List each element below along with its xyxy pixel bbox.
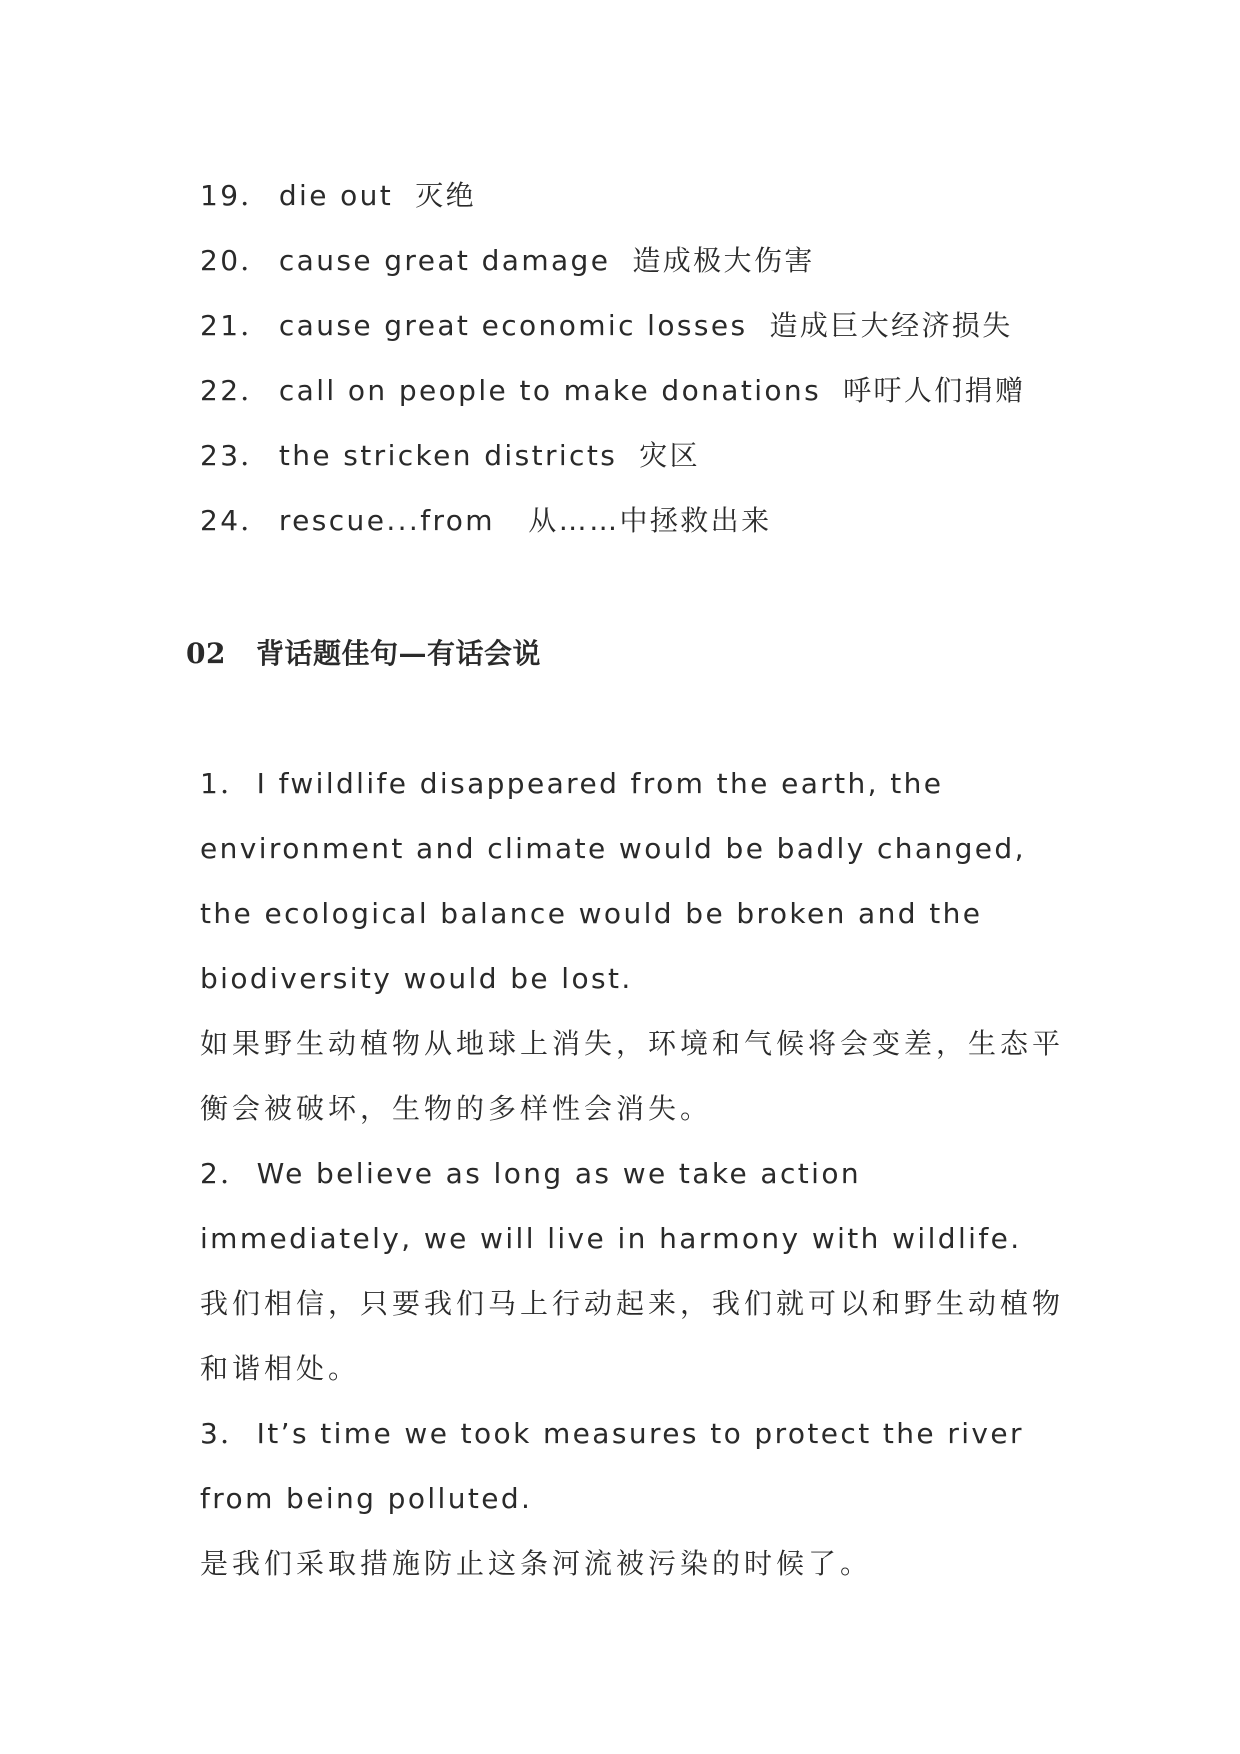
phrase-item [200, 495, 1100, 560]
phrase-item [200, 170, 1100, 235]
phrase-item [200, 235, 1100, 300]
section-number: 02 [186, 637, 226, 670]
phrase-english: die out [278, 179, 394, 212]
sentence-number: 2． [200, 1157, 251, 1190]
sentence-english [200, 1141, 1080, 1271]
phrase-number: 20． [200, 244, 271, 277]
sentence-english [200, 751, 1080, 1011]
phrase-chinese: 从……中拯救出来 [516, 504, 772, 537]
phrase-english: rescue...from [278, 504, 495, 537]
sentence-english-text: I fwildlife disappeared from the earth, the environment and climate would be badly changed, the ecological balance would be broken and the biodiversity would be lost. [200, 767, 1026, 995]
phrase-number: 21． [200, 309, 271, 342]
section-heading [186, 632, 541, 672]
phrase-number: 22． [200, 374, 271, 407]
phrase-english: cause great economic losses [278, 309, 748, 342]
phrase-english: cause great damage [278, 244, 611, 277]
phrase-chinese: 呼吁人们捐赠 [843, 374, 1026, 407]
sentence-english [200, 1401, 1080, 1531]
sentence-chinese: 是我们采取措施防止这条河流被污染的时候了。 [200, 1547, 873, 1580]
sentence-list [200, 751, 1080, 1596]
phrase-chinese: 灾区 [639, 439, 701, 472]
phrase-chinese: 造成极大伤害 [632, 244, 815, 277]
sentence-english-text: We believe as long as we take action immediately, we will live in harmony with wildlife. [200, 1157, 1022, 1255]
sentence-number: 1． [200, 767, 251, 800]
phrase-chinese: 灭绝 [415, 179, 476, 212]
phrase-number: 19． [200, 179, 271, 212]
phrase-item [200, 430, 1100, 495]
phrase-list [200, 170, 1100, 560]
sentence-english-text: It’s time we took measures to protect the river from being polluted. [200, 1417, 1024, 1515]
section-title: 背话题佳句—有话会说 [255, 637, 541, 670]
phrase-chinese: 造成巨大经济损失 [769, 309, 1013, 342]
phrase-number: 23． [200, 439, 271, 472]
sentence-chinese: 如果野生动植物从地球上消失，环境和气候将会变差，生态平衡会被破坏，生物的多样性会消失。 [200, 1027, 1065, 1125]
sentence-number: 3． [200, 1417, 251, 1450]
phrase-english: call on people to make donations [278, 374, 822, 407]
phrase-english: the stricken districts [278, 439, 618, 472]
phrase-number: 24． [200, 504, 271, 537]
sentence-chinese: 我们相信，只要我们马上行动起来，我们就可以和野生动植物和谐相处。 [200, 1287, 1065, 1385]
phrase-item [200, 365, 1100, 430]
phrase-item [200, 300, 1100, 365]
